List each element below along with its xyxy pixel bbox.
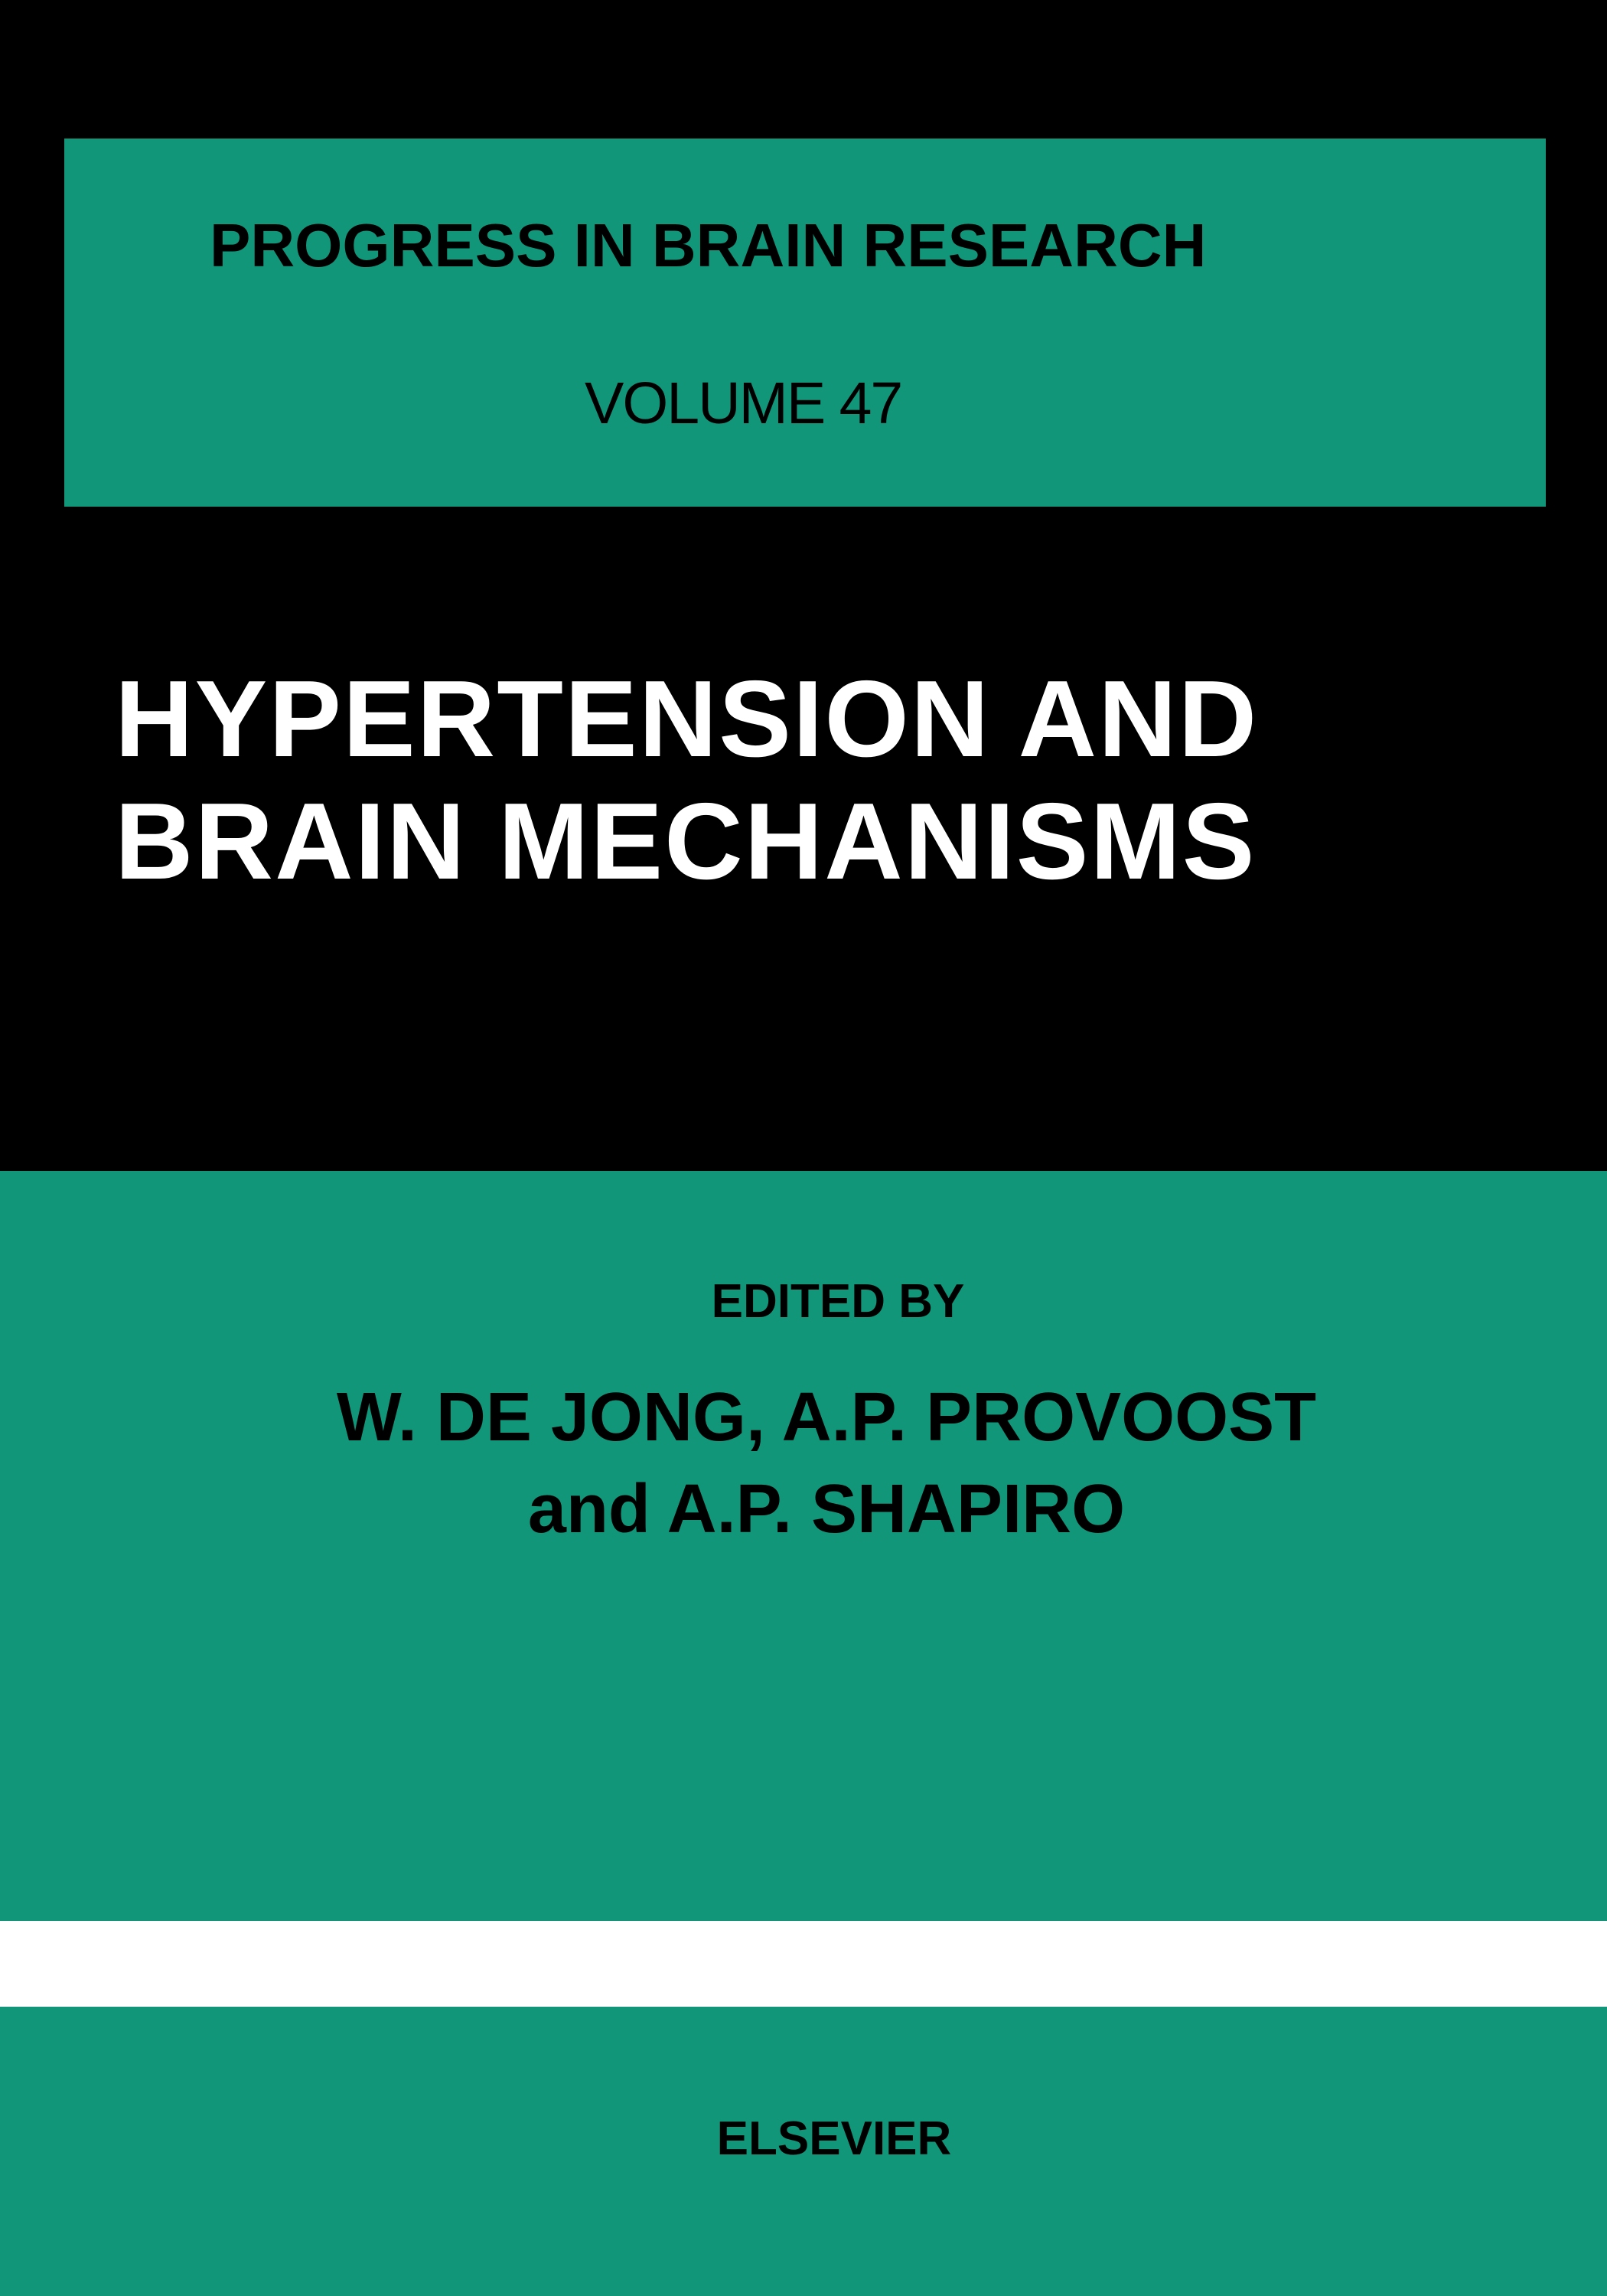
book-title-line-2: BRAIN MECHANISMS	[115, 781, 1257, 902]
publisher-name: ELSEVIER	[716, 2112, 952, 2165]
publisher-panel	[0, 2007, 1607, 2296]
book-title-line-1: HYPERTENSION AND	[115, 658, 1259, 780]
editors-list	[0, 1371, 1607, 1555]
white-divider-band	[0, 1921, 1607, 2007]
edited-by-label: EDITED BY	[711, 1275, 965, 1328]
series-title: PROGRESS IN BRAIN RESEARCH	[210, 211, 1207, 279]
series-banner	[64, 139, 1546, 507]
editors-line-1: W. DE JONG, A.P. PROVOOST	[336, 1379, 1317, 1456]
book-title	[115, 658, 1569, 903]
editors-line-2: and A.P. SHAPIRO	[527, 1471, 1126, 1548]
volume-label: VOLUME 47	[585, 370, 902, 436]
editors-panel	[0, 1171, 1607, 1921]
